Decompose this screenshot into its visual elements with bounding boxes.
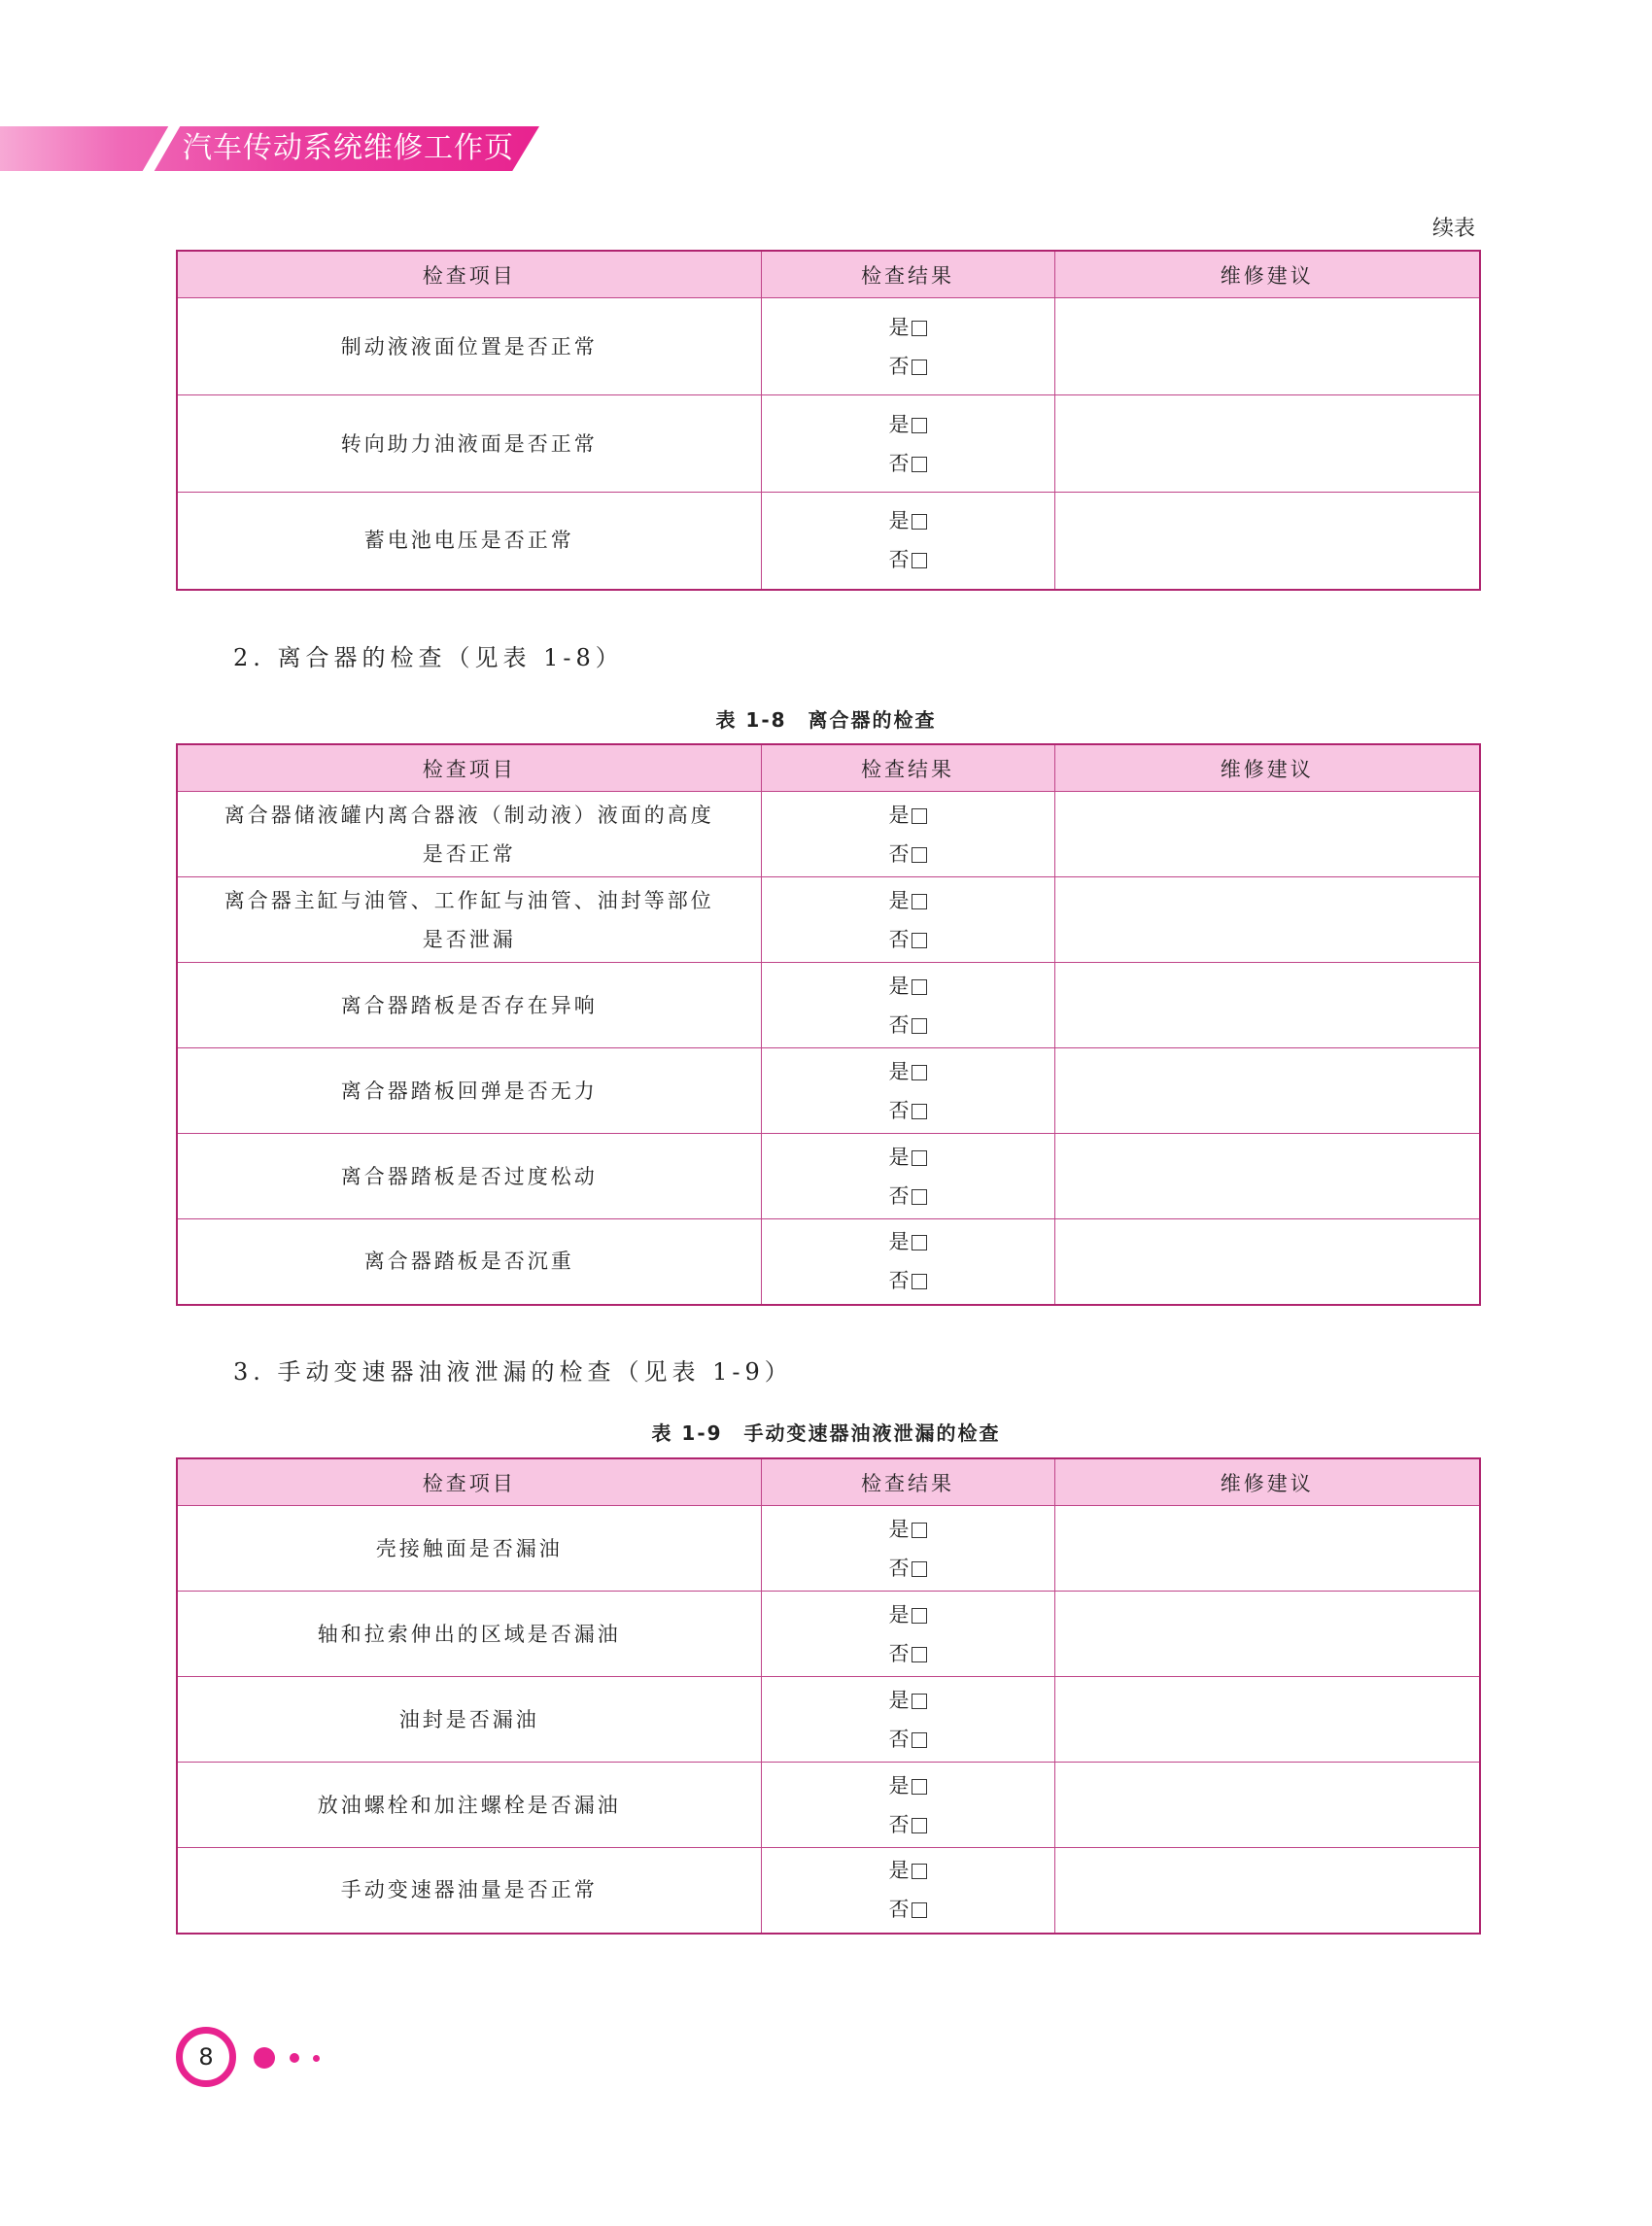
repair-suggestion-cell[interactable] <box>1054 298 1480 395</box>
result-option-yes <box>762 1851 1054 1890</box>
checkbox-no[interactable] <box>912 933 927 948</box>
check-item-text: 壳接触面是否漏油 <box>375 1536 563 1560</box>
check-result-cell <box>761 1134 1054 1219</box>
result-option-yes <box>762 1681 1054 1720</box>
checkbox-yes[interactable] <box>912 808 927 824</box>
repair-suggestion-cell[interactable] <box>1054 1134 1480 1219</box>
table-header-row <box>177 251 1480 298</box>
result-label-no: 否 <box>888 1012 910 1037</box>
clutch-check-table <box>176 743 1481 1306</box>
check-result-cell <box>761 1219 1054 1305</box>
check-item-cell <box>177 877 761 963</box>
result-label-yes: 是 <box>888 1859 910 1883</box>
result-option-no <box>762 1261 1054 1300</box>
column-header-result: 检查结果 <box>761 251 1054 298</box>
checkbox-yes[interactable] <box>912 1779 927 1795</box>
column-header-item: 检查项目 <box>177 251 761 298</box>
result-option-no <box>762 1634 1054 1673</box>
result-label-yes: 是 <box>888 412 910 436</box>
result-option-no <box>762 1805 1054 1844</box>
result-label-no: 否 <box>888 1812 910 1836</box>
check-item-cell <box>177 963 761 1048</box>
table-row <box>177 493 1480 590</box>
checkbox-no[interactable] <box>912 1561 927 1577</box>
result-option-yes <box>762 501 1054 540</box>
table-header-row <box>177 1458 1480 1506</box>
checkbox-yes[interactable] <box>912 1150 927 1166</box>
check-result-cell <box>761 298 1054 395</box>
repair-suggestion-cell[interactable] <box>1054 1848 1480 1934</box>
result-label-no: 否 <box>888 1898 910 1922</box>
continued-label: 续表 <box>1431 217 1475 241</box>
footer-dot-large <box>254 2047 275 2069</box>
result-option-yes <box>762 1138 1054 1177</box>
result-label-no: 否 <box>888 1098 910 1122</box>
footer-dot-small <box>313 2055 320 2062</box>
check-item-text: 离合器主缸与油管、工作缸与油管、油封等部位 <box>224 888 714 912</box>
table-row <box>177 395 1480 493</box>
column-header-suggestion: 维修建议 <box>1054 251 1480 298</box>
footer-dot-medium <box>290 2053 299 2063</box>
check-item-text: 手动变速器油量是否正常 <box>340 1878 598 1902</box>
result-label-no: 否 <box>888 548 910 572</box>
result-label-no: 否 <box>888 354 910 378</box>
result-option-no <box>762 540 1054 579</box>
result-option-yes <box>762 1222 1054 1261</box>
page-number: 8 <box>198 2043 214 2071</box>
check-item-text: 放油螺栓和加注螺栓是否漏油 <box>317 1793 621 1817</box>
table-row <box>177 1048 1480 1134</box>
check-item-cell <box>177 1848 761 1934</box>
repair-suggestion-cell[interactable] <box>1054 1677 1480 1763</box>
table-row <box>177 1763 1480 1848</box>
continued-check-table <box>176 250 1481 591</box>
result-label-yes: 是 <box>888 1602 910 1627</box>
checkbox-no[interactable] <box>912 1104 927 1119</box>
running-header-title: 汽车传动系统维修工作页 <box>183 131 514 165</box>
check-item-text: 离合器踏板是否沉重 <box>363 1250 574 1274</box>
result-label-no: 否 <box>888 1727 910 1751</box>
checkbox-yes[interactable] <box>912 979 927 995</box>
check-item-text: 离合器储液罐内离合器液（制动液）液面的高度 <box>224 803 714 827</box>
table-row <box>177 1592 1480 1677</box>
check-item-text: 离合器踏板是否过度松动 <box>340 1164 598 1188</box>
transmission-leak-check-table <box>176 1457 1481 1935</box>
result-label-yes: 是 <box>888 803 910 827</box>
result-label-yes: 是 <box>888 1773 910 1798</box>
checkbox-no[interactable] <box>912 1018 927 1034</box>
checkbox-yes[interactable] <box>912 1235 927 1250</box>
check-item-text: 离合器踏板是否存在异响 <box>340 993 598 1017</box>
result-option-yes <box>762 405 1054 444</box>
result-option-yes <box>762 308 1054 347</box>
check-item-cell <box>177 1219 761 1305</box>
table-caption-1-8 <box>0 704 1652 733</box>
result-option-no <box>762 1091 1054 1130</box>
check-item-cell <box>177 1677 761 1763</box>
result-option-yes <box>762 1510 1054 1549</box>
section-heading-transmission-leak: 3. 手动变速器油液泄漏的检查（见表 1-9） <box>233 1358 793 1386</box>
check-item-text: 转向助力油液面是否正常 <box>340 431 598 456</box>
check-item-cell <box>177 1763 761 1848</box>
result-label-no: 否 <box>888 841 910 866</box>
result-option-yes <box>762 967 1054 1006</box>
result-option-no <box>762 1006 1054 1045</box>
check-item-text: 离合器踏板回弹是否无力 <box>340 1079 598 1103</box>
checkbox-yes[interactable] <box>912 894 927 909</box>
result-label-no: 否 <box>888 1269 910 1293</box>
check-item-cell <box>177 1506 761 1592</box>
table-row <box>177 877 1480 963</box>
check-item-text: 蓄电池电压是否正常 <box>363 529 574 553</box>
check-result-cell <box>761 963 1054 1048</box>
check-item-cell <box>177 1048 761 1134</box>
checkbox-yes[interactable] <box>912 1864 927 1879</box>
caption-title: 手动变速器油液泄漏的检查 <box>743 1421 1001 1445</box>
table-row <box>177 1848 1480 1934</box>
result-label-yes: 是 <box>888 1059 910 1083</box>
repair-suggestion-cell[interactable] <box>1054 1592 1480 1677</box>
table-row <box>177 1219 1480 1305</box>
table-row <box>177 1506 1480 1592</box>
check-item-cell <box>177 792 761 877</box>
check-result-cell <box>761 1763 1054 1848</box>
checkbox-no[interactable] <box>912 847 927 863</box>
result-label-no: 否 <box>888 1183 910 1208</box>
result-label-yes: 是 <box>888 1230 910 1254</box>
result-option-no <box>762 347 1054 386</box>
result-option-no <box>762 444 1054 483</box>
result-option-yes <box>762 1766 1054 1805</box>
check-result-cell <box>761 1506 1054 1592</box>
section-heading-clutch: 2. 离合器的检查（见表 1-8） <box>233 644 624 671</box>
check-result-cell <box>761 1677 1054 1763</box>
repair-suggestion-cell[interactable] <box>1054 1048 1480 1134</box>
checkbox-no[interactable] <box>912 1902 927 1918</box>
check-item-cell <box>177 395 761 493</box>
checkbox-no[interactable] <box>912 1732 927 1748</box>
checkbox-no[interactable] <box>912 553 927 568</box>
repair-suggestion-cell[interactable] <box>1054 1219 1480 1305</box>
page-number-badge <box>176 2027 236 2087</box>
checkbox-no[interactable] <box>912 1189 927 1205</box>
check-result-cell <box>761 395 1054 493</box>
check-item-cell <box>177 1134 761 1219</box>
result-option-no <box>762 1177 1054 1216</box>
result-option-no <box>762 1549 1054 1588</box>
repair-suggestion-cell[interactable] <box>1054 792 1480 877</box>
checkbox-yes[interactable] <box>912 514 927 530</box>
checkbox-no[interactable] <box>912 1647 927 1662</box>
check-result-cell <box>761 1848 1054 1934</box>
repair-suggestion-cell[interactable] <box>1054 493 1480 590</box>
result-option-yes <box>762 796 1054 835</box>
checkbox-no[interactable] <box>912 1274 927 1289</box>
result-label-no: 否 <box>888 1556 910 1580</box>
checkbox-yes[interactable] <box>912 1065 927 1080</box>
checkbox-no[interactable] <box>912 457 927 472</box>
result-label-yes: 是 <box>888 974 910 998</box>
result-label-no: 否 <box>888 451 910 475</box>
repair-suggestion-cell[interactable] <box>1054 1506 1480 1592</box>
result-label-yes: 是 <box>888 1688 910 1712</box>
check-result-cell <box>761 877 1054 963</box>
column-header-suggestion: 维修建议 <box>1054 744 1480 792</box>
result-option-no <box>762 835 1054 873</box>
column-header-result: 检查结果 <box>761 1458 1054 1506</box>
result-option-yes <box>762 1595 1054 1634</box>
result-option-no <box>762 1890 1054 1929</box>
repair-suggestion-cell[interactable] <box>1054 877 1480 963</box>
result-label-yes: 是 <box>888 1145 910 1169</box>
checkbox-yes[interactable] <box>912 418 927 433</box>
table-row <box>177 963 1480 1048</box>
check-item-text: 制动液液面位置是否正常 <box>340 334 598 359</box>
column-header-item: 检查项目 <box>177 1458 761 1506</box>
checkbox-no[interactable] <box>912 1818 927 1833</box>
caption-number: 表 1-8 <box>715 708 787 732</box>
check-item-cell <box>177 493 761 590</box>
result-label-no: 否 <box>888 927 910 951</box>
result-label-yes: 是 <box>888 315 910 339</box>
result-label-no: 否 <box>888 1641 910 1665</box>
check-item-text: 轴和拉索伸出的区域是否漏油 <box>317 1622 621 1646</box>
table-row <box>177 1677 1480 1763</box>
check-item-cell <box>177 1592 761 1677</box>
check-item-text: 是否正常 <box>422 841 516 866</box>
checkbox-yes[interactable] <box>912 321 927 336</box>
checkbox-yes[interactable] <box>912 1523 927 1538</box>
repair-suggestion-cell[interactable] <box>1054 395 1480 493</box>
table-caption-1-9 <box>0 1418 1652 1446</box>
table-row <box>177 792 1480 877</box>
check-result-cell <box>761 792 1054 877</box>
caption-number: 表 1-9 <box>651 1421 723 1445</box>
column-header-result: 检查结果 <box>761 744 1054 792</box>
check-item-cell <box>177 298 761 395</box>
checkbox-no[interactable] <box>912 360 927 375</box>
result-label-yes: 是 <box>888 1517 910 1541</box>
check-item-text: 油封是否漏油 <box>398 1707 539 1731</box>
result-label-yes: 是 <box>888 888 910 912</box>
column-header-suggestion: 维修建议 <box>1054 1458 1480 1506</box>
result-label-yes: 是 <box>888 509 910 533</box>
repair-suggestion-cell[interactable] <box>1054 1763 1480 1848</box>
caption-title: 离合器的检查 <box>808 708 937 732</box>
table-row <box>177 298 1480 395</box>
result-option-no <box>762 1720 1054 1759</box>
result-option-no <box>762 920 1054 959</box>
result-option-yes <box>762 1052 1054 1091</box>
result-option-yes <box>762 881 1054 920</box>
column-header-item: 检查项目 <box>177 744 761 792</box>
table-header-row <box>177 744 1480 792</box>
repair-suggestion-cell[interactable] <box>1054 963 1480 1048</box>
checkbox-yes[interactable] <box>912 1694 927 1709</box>
table-row <box>177 1134 1480 1219</box>
checkbox-yes[interactable] <box>912 1608 927 1624</box>
check-item-text: 是否泄漏 <box>422 927 516 951</box>
check-result-cell <box>761 1048 1054 1134</box>
check-result-cell <box>761 493 1054 590</box>
check-result-cell <box>761 1592 1054 1677</box>
